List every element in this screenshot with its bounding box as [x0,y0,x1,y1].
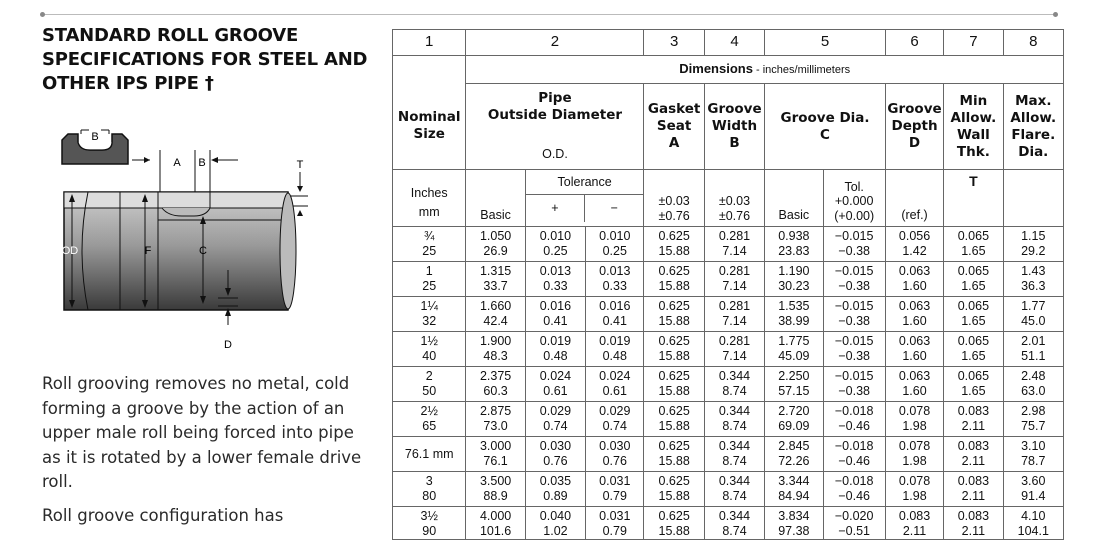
cell-basic: 2.375 60.3 [466,367,525,402]
header-ref: (ref.) [885,170,943,227]
cell-t: 0.065 1.65 [944,367,1003,402]
cell-nom: 2½ 65 [393,402,466,437]
header-plus: + [526,195,585,222]
col-number: 1 [393,30,466,56]
cell-nom: 2 50 [393,367,466,402]
table-row [393,507,1064,540]
table-row [393,297,1064,332]
cell-plus: 0.010 0.25 [525,227,585,262]
header-c-basic: Basic [765,170,823,227]
cell-plus: 0.019 0.48 [525,332,585,367]
cell-b: 0.281 7.14 [704,262,764,297]
cell-basic: 3.000 76.1 [466,437,525,472]
cell-c-basic: 1.535 38.99 [765,297,823,332]
cell-flare: 2.48 63.0 [1003,367,1063,402]
cell-a: 0.625 15.88 [644,507,704,540]
cell-flare: 3.10 78.7 [1003,437,1063,472]
cell-d: 0.063 1.60 [885,367,943,402]
cell-d: 0.078 1.98 [885,437,943,472]
table-row [393,332,1064,367]
cell-minus: 0.031 0.79 [586,507,644,540]
cell-t: 0.065 1.65 [944,227,1003,262]
col-number: 5 [765,30,886,56]
cell-d: 0.056 1.42 [885,227,943,262]
cell-a: 0.625 15.88 [644,332,704,367]
diagram-label-b: B [198,157,206,169]
cell-t: 0.083 2.11 [944,437,1003,472]
tolerance-group [525,170,644,227]
cell-a: 0.625 15.88 [644,262,704,297]
cell-minus: 0.016 0.41 [586,297,644,332]
column-number-row [393,30,1064,56]
col-number: 6 [885,30,943,56]
cell-c-basic: 2.720 69.09 [765,402,823,437]
cell-d: 0.078 1.98 [885,472,943,507]
body-paragraph: Roll grooving removes no metal, cold forming a groove by the action of an upper male roll being forced into pipe as it is rotated by a lower female drive roll. [42,374,362,491]
cell-basic: 4.000 101.6 [466,507,525,540]
cell-plus: 0.030 0.76 [525,437,585,472]
cell-plus: 0.016 0.41 [525,297,585,332]
cell-nom: ¾ 25 [393,227,466,262]
cell-flare: 1.77 45.0 [1003,297,1063,332]
cell-plus: 0.040 1.02 [525,507,585,540]
cell-a: 0.625 15.88 [644,437,704,472]
dimensions-row [393,56,1064,84]
cell-c-tol: −0.015 −0.38 [823,367,885,402]
cell-flare: 4.10 104.1 [1003,507,1063,540]
header-minus: − [610,201,618,215]
blank-cell [393,56,466,84]
cell-flare: 2.98 75.7 [1003,402,1063,437]
cell-basic: 1.660 42.4 [466,297,525,332]
rule-dot-left [40,12,45,17]
diagram-label-od: OD [61,245,79,257]
cell-basic: 1.315 33.7 [466,262,525,297]
cell-b: 0.344 8.74 [704,367,764,402]
cell-c-basic: 2.845 72.26 [765,437,823,472]
cell-nom: 1½ 40 [393,332,466,367]
cell-b: 0.344 8.74 [704,472,764,507]
cell-c-basic: 1.775 45.09 [765,332,823,367]
header-tolerance: Tolerance [526,170,644,195]
cell-c-tol: −0.018 −0.46 [823,402,885,437]
cell-c-tol: −0.015 −0.38 [823,297,885,332]
header-width-tol: ±0.03 ±0.76 [704,170,764,227]
body-text [42,372,372,528]
cell-c-tol: −0.018 −0.46 [823,437,885,472]
diagram-label-d: D [224,339,232,351]
cell-b: 0.281 7.14 [704,227,764,262]
table-row [393,367,1064,402]
col-number: 4 [704,30,764,56]
cell-c-basic: 2.250 57.15 [765,367,823,402]
cell-minus: 0.010 0.25 [586,227,644,262]
header-groove-dia: Groove Dia. C [765,84,886,170]
dimensions-label: Dimensions - inches/millimeters [466,56,1064,84]
body-paragraph: Roll groove configuration has [42,505,284,525]
cell-a: 0.625 15.88 [644,402,704,437]
table-row [393,227,1064,262]
cell-minus: 0.031 0.79 [586,472,644,507]
rule-dot-right [1053,12,1058,17]
cell-b: 0.344 8.74 [704,437,764,472]
table-row [393,402,1064,437]
cell-minus: 0.024 0.61 [586,367,644,402]
header-inches-mm: Inches mm [393,170,466,227]
cell-nom: 1 25 [393,262,466,297]
header-gasket-tol: ±0.03 ±0.76 [644,170,704,227]
header-pipe-od: Pipe Outside Diameter O.D. [466,84,644,170]
cell-minus: 0.019 0.48 [586,332,644,367]
header-groove-depth: Groove Depth D [885,84,943,170]
cell-plus: 0.035 0.89 [525,472,585,507]
cell-b: 0.281 7.14 [704,297,764,332]
header-od: O.D. [542,147,568,161]
col-number: 8 [1003,30,1063,56]
cell-nom: 1¼ 32 [393,297,466,332]
cell-c-tol: −0.018 −0.46 [823,472,885,507]
cell-flare: 3.60 91.4 [1003,472,1063,507]
cell-t: 0.083 2.11 [944,507,1003,540]
cell-c-basic: 3.344 84.94 [765,472,823,507]
header-groove-width: Groove Width B [704,84,764,170]
diagram-label-b-top: B [91,131,99,143]
page-title: STANDARD ROLL GROOVE SPECIFICATIONS FOR STEEL AND OTHER IPS PIPE † [42,25,368,94]
col-number: 2 [466,30,644,56]
diagram-label-t: T [296,159,304,171]
cell-b: 0.344 8.74 [704,507,764,540]
cell-minus: 0.030 0.76 [586,437,644,472]
cell-a: 0.625 15.88 [644,227,704,262]
spec-table [392,29,1064,540]
cell-a: 0.625 15.88 [644,472,704,507]
diagram-label-f: F [144,245,152,257]
cell-b: 0.281 7.14 [704,332,764,367]
cell-t: 0.083 2.11 [944,472,1003,507]
cell-a: 0.625 15.88 [644,297,704,332]
cell-d: 0.063 1.60 [885,332,943,367]
cell-c-tol: −0.015 −0.38 [823,262,885,297]
col-number: 3 [644,30,704,56]
cell-nom: 3 80 [393,472,466,507]
subheader-row [393,170,1064,227]
cell-minus: 0.013 0.33 [586,262,644,297]
cell-c-basic: 1.190 30.23 [765,262,823,297]
header-t: T [944,170,1003,227]
cell-c-basic: 0.938 23.83 [765,227,823,262]
cell-c-tol: −0.015 −0.38 [823,332,885,367]
cell-t: 0.083 2.11 [944,402,1003,437]
cell-nom: 76.1 mm [393,437,466,472]
cell-plus: 0.013 0.33 [525,262,585,297]
cell-b: 0.344 8.74 [704,402,764,437]
cell-t: 0.065 1.65 [944,297,1003,332]
cell-c-basic: 3.834 97.38 [765,507,823,540]
cell-flare: 1.15 29.2 [1003,227,1063,262]
diagram-label-a: A [173,157,181,169]
table-row [393,437,1064,472]
cell-d: 0.063 1.60 [885,297,943,332]
groove-diagram [50,120,310,360]
cell-t: 0.065 1.65 [944,262,1003,297]
cell-nom: 3½ 90 [393,507,466,540]
table-row [393,262,1064,297]
cell-minus: 0.029 0.74 [586,402,644,437]
cell-basic: 2.875 73.0 [466,402,525,437]
header-row [393,84,1064,170]
cell-plus: 0.029 0.74 [525,402,585,437]
cell-a: 0.625 15.88 [644,367,704,402]
cell-c-tol: −0.020 −0.51 [823,507,885,540]
header-c-tol: Tol. +0.000 (+0.00) [823,170,885,227]
header-min-wall: Min Allow. Wall Thk. [944,84,1003,170]
blank-cell [1003,170,1063,227]
cell-c-tol: −0.015 −0.38 [823,227,885,262]
cell-d: 0.063 1.60 [885,262,943,297]
header-gasket-seat: Gasket Seat A [644,84,704,170]
cell-flare: 1.43 36.3 [1003,262,1063,297]
table-row [393,472,1064,507]
col-number: 7 [944,30,1003,56]
cell-basic: 1.050 26.9 [466,227,525,262]
header-max-flare: Max. Allow. Flare. Dia. [1003,84,1063,170]
top-rule [42,14,1056,15]
cell-basic: 3.500 88.9 [466,472,525,507]
header-basic: Basic [466,170,525,227]
cell-flare: 2.01 51.1 [1003,332,1063,367]
cell-basic: 1.900 48.3 [466,332,525,367]
cell-d: 0.078 1.98 [885,402,943,437]
cell-d: 0.083 2.11 [885,507,943,540]
cell-plus: 0.024 0.61 [525,367,585,402]
diagram-label-c: C [199,245,207,257]
header-nominal: Nominal Size [393,84,466,170]
cell-t: 0.065 1.65 [944,332,1003,367]
